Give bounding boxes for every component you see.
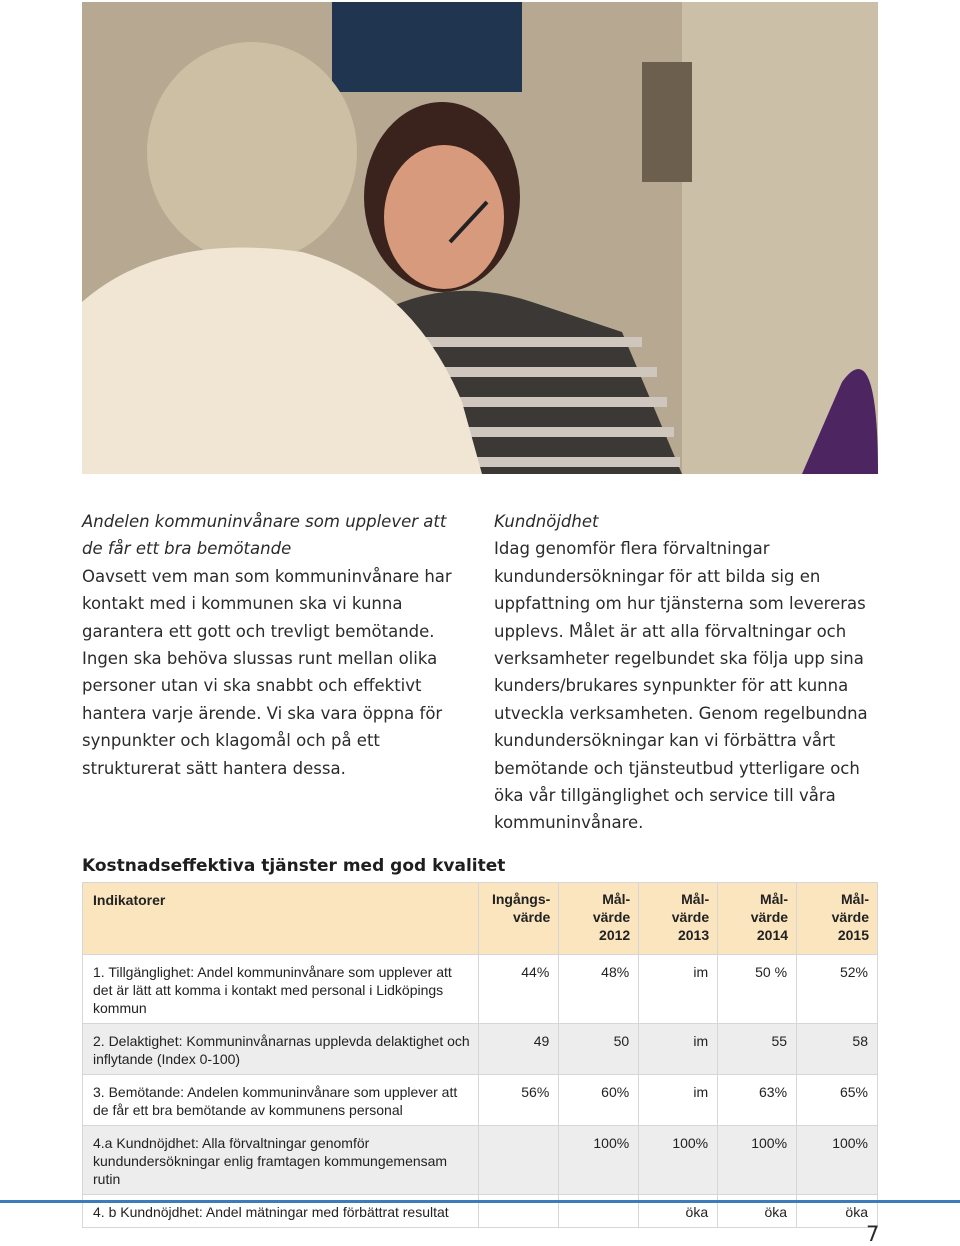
row-label: 3. Bemötande: Andelen kommuninvånare som upplever att de får ett bra bemötande av kommunens personal: [83, 1075, 479, 1126]
row-label: 1. Tillgänglighet: Andel kommuninvånare som upplever att det är lätt att komma i kontakt med personal i Lidköpings kommun: [83, 955, 479, 1024]
row-baseline: 44%: [479, 955, 559, 1024]
table-row: [83, 1024, 878, 1075]
left-body: Oavsett vem man som kommuninvånare har kontakt med i kommunen ska vi kunna garantera ett gott och trevligt bemötande. Ingen ska behöva slussas runt mellan olika personer utan vi ska snabbt och effektivt hantera varje ärende. Vi ska vara öppna för synpunkter och klagomål och på ett strukturerat sätt hantera dessa.: [82, 566, 452, 778]
page-number: 7: [866, 1222, 880, 1246]
table-row: [83, 1075, 878, 1126]
right-column: [494, 508, 879, 837]
table-title: Kostnadseffektiva tjänster med god kvalitet: [82, 856, 506, 876]
indicator-table: [82, 882, 878, 1228]
row-2012: 100%: [559, 1126, 639, 1195]
row-2013: 100%: [639, 1126, 718, 1195]
left-column: [82, 508, 467, 782]
row-label: 4.a Kundnöjdhet: Alla förvaltningar genomför kundundersökningar enlig framtagen kommungemensam rutin: [83, 1126, 479, 1195]
table-row: [83, 1126, 878, 1195]
row-2012: 50: [559, 1024, 639, 1075]
row-2014: 63%: [718, 1075, 797, 1126]
right-body: Idag genomför flera förvaltningar kundundersökningar för att bilda sig en uppfattning om hur tjänsterna som levereras upplevs. Målet är att alla förvaltningar och verksamheter regelbundet ska följa upp sina kunders/brukares synpunkter för att kunna utveckla verksamheten. Genom regelbundna kundundersökningar kan vi förbättra vårt bemötande och tjänsteutbud ytterligare och öka vår tillgänglighet och service till våra kommuninvånare.: [494, 539, 868, 833]
right-heading: Kundnöjdhet: [494, 512, 599, 531]
footer-rule: [0, 1200, 960, 1203]
row-2012: 48%: [559, 955, 639, 1024]
row-baseline: 49: [479, 1024, 559, 1075]
header-baseline: Ingångs- värde: [479, 883, 559, 955]
row-label: 2. Delaktighet: Kommuninvånarnas upplevda delaktighet och inflytande (Index 0-100): [83, 1024, 479, 1075]
row-2015: öka: [797, 1195, 878, 1228]
header-target-2014: Mål- värde 2014: [718, 883, 797, 955]
row-2013: im: [639, 1075, 718, 1126]
header-indicator: Indikatorer: [83, 883, 479, 955]
row-2013: öka: [639, 1195, 718, 1228]
photo-illustration: [82, 2, 878, 474]
row-2015: 52%: [797, 955, 878, 1024]
row-baseline: 56%: [479, 1075, 559, 1126]
header-target-2013: Mål- värde 2013: [639, 883, 718, 955]
table-header-row: [83, 883, 878, 955]
row-2015: 100%: [797, 1126, 878, 1195]
header-target-2012: Mål- värde 2012: [559, 883, 639, 955]
row-2013: im: [639, 955, 718, 1024]
row-label: 4. b Kundnöjdhet: Andel mätningar med förbättrat resultat: [83, 1195, 479, 1228]
table-row: [83, 955, 878, 1024]
row-2014: 100%: [718, 1126, 797, 1195]
photo: [82, 2, 878, 474]
row-2014: öka: [718, 1195, 797, 1228]
row-2012: 60%: [559, 1075, 639, 1126]
left-heading: Andelen kommuninvånare som upplever att de får ett bra bemötande: [82, 512, 447, 559]
row-2015: 65%: [797, 1075, 878, 1126]
row-2014: 55: [718, 1024, 797, 1075]
row-2015: 58: [797, 1024, 878, 1075]
row-baseline: [479, 1126, 559, 1195]
header-target-2015: Mål- värde 2015: [797, 883, 878, 955]
row-2013: im: [639, 1024, 718, 1075]
row-2014: 50 %: [718, 955, 797, 1024]
